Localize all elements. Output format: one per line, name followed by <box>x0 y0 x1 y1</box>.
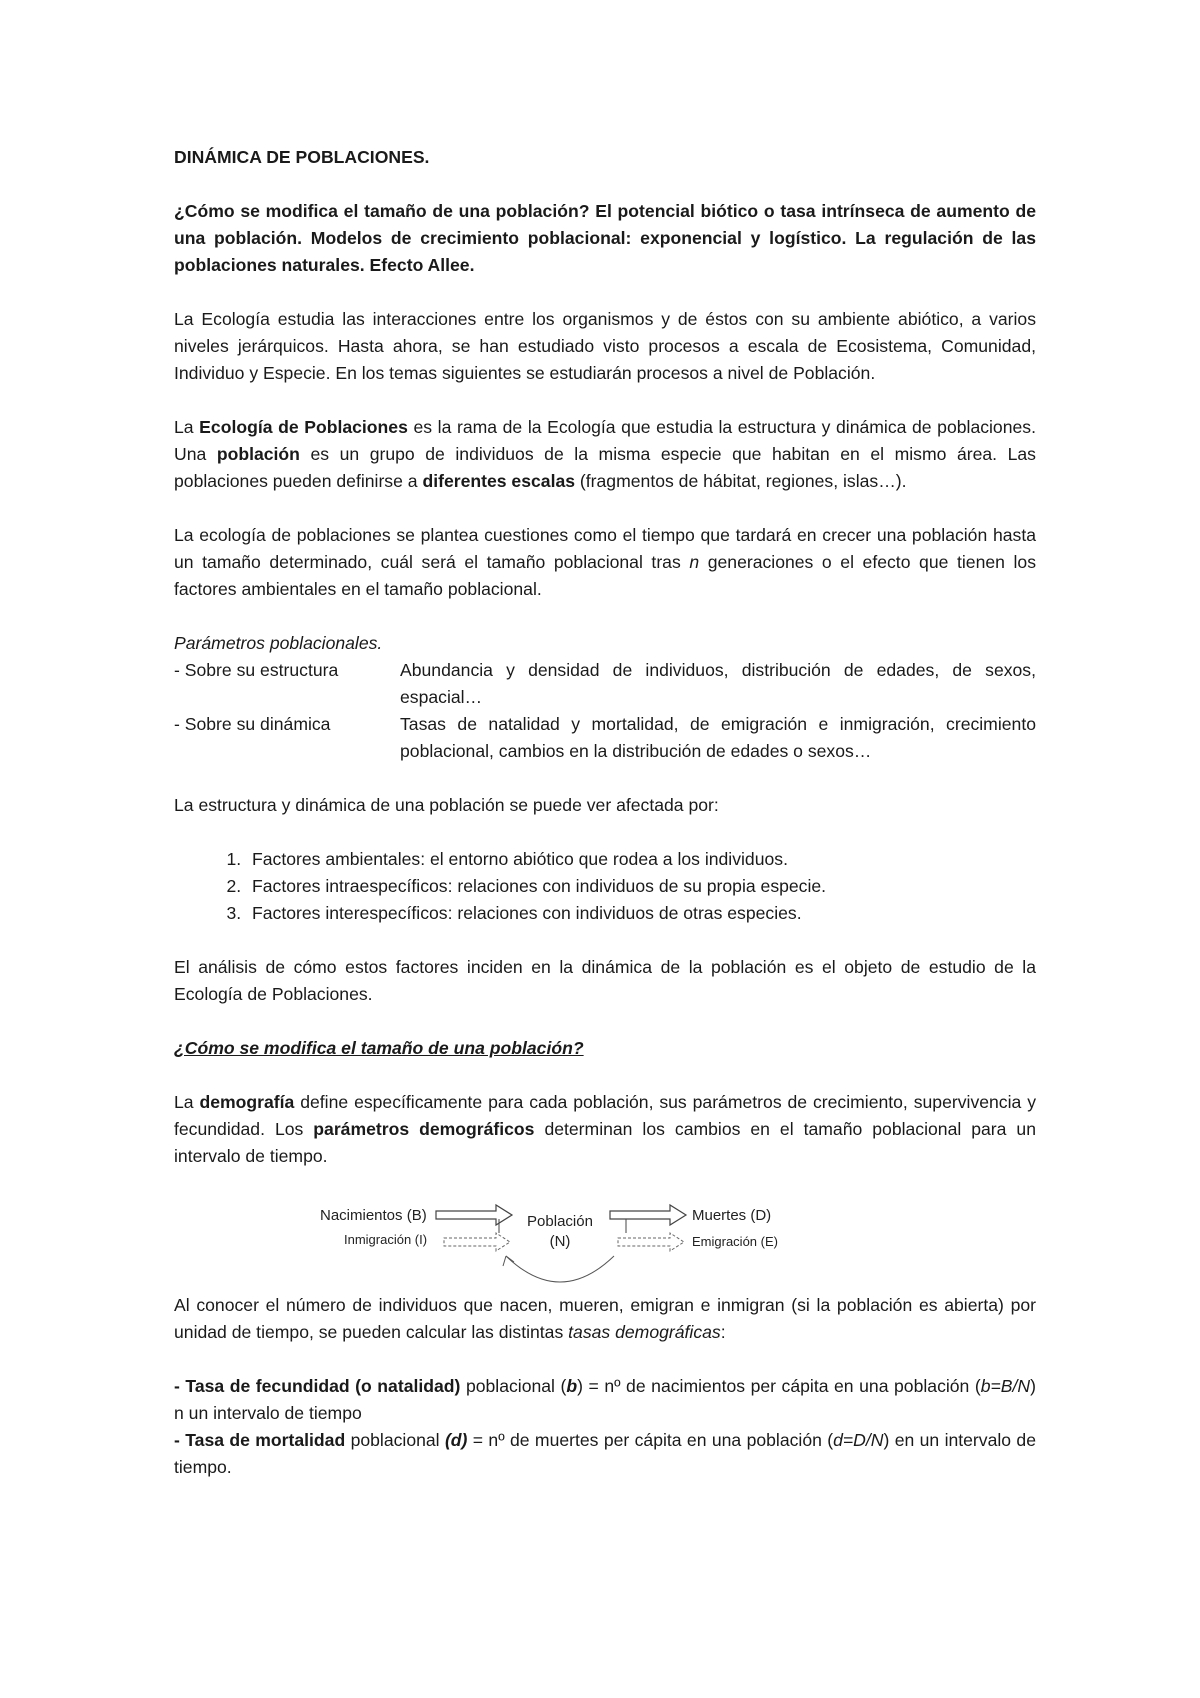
deaths-arrow <box>610 1205 686 1225</box>
parameters-heading: Parámetros poblacionales. <box>174 633 383 653</box>
population-symbol: (N) <box>549 1233 571 1250</box>
emigration-arrow <box>618 1233 684 1251</box>
term-demografia: demografía <box>199 1092 295 1112</box>
emigration-label: Emigración (E) <box>692 1234 778 1249</box>
paragraph-questions: La ecología de poblaciones se plantea cuestiones como el tiempo que tardará en crecer una población hasta un tamaño determinado, cuál será el tamaño poblacional tras n generaciones o el efecto que tienen los factores ambientales en el tamaño poblacional. <box>174 525 1036 599</box>
list-item: 2. Factores intraespecíficos: relaciones con individuos de su propia especie. <box>246 873 1036 900</box>
paragraph-rates-intro: Al conocer el número de individuos que nacen, mueren, emigran e inmigran (si la población es abierta) por unidad de tiempo, se pueden calcular las distintas tasas demográficas: <box>174 1295 1036 1342</box>
term-poblacion: población <box>216 444 300 464</box>
parameter-description: Abundancia y densidad de individuos, distribución de edades, de sexos, espacial… <box>400 660 1036 707</box>
population-flow-diagram <box>174 1180 1036 1288</box>
section-heading: ¿Cómo se modifica el tamaño de una población? <box>174 1038 584 1058</box>
feedback-curve <box>506 1256 614 1282</box>
parameters-block <box>174 630 1036 765</box>
topic-summary: ¿Cómo se modifica el tamaño de una población? El potencial biótico o tasa intrínseca de aumento de una población. Modelos de crecimiento poblacional: exponencial y logístico. La regulación de las poblaciones naturales. Efecto Allee. <box>174 201 1036 275</box>
rate-mortality: - Tasa de mortalidad poblacional (d) = nº de muertes per cápita en una población (d=D/N) en un intervalo de tiempo. <box>174 1430 1036 1477</box>
paragraph-ecology-intro: La Ecología estudia las interacciones entre los organismos y de éstos con su ambiente abiótico, a varios niveles jerárquicos. Hasta ahora, se han estudiado visto procesos a escala de Ecosistema, Comunidad, Individuo y Especie. En los temas siguientes se estudiarán procesos a nivel de Población. <box>174 309 1036 383</box>
deaths-label: Muertes (D) <box>692 1207 772 1224</box>
paragraph-population-ecology: La Ecología de Poblaciones es la rama de la Ecología que estudia la estructura y dinámica de poblaciones. Una población es un grupo de individuos de la misma especie que habitan en el mismo área. Las poblaciones pueden definirse a diferentes escalas (fragmentos de hábitat, regiones, islas…). <box>174 417 1036 491</box>
immigration-arrow <box>444 1233 510 1251</box>
list-item: 1. Factores ambientales: el entorno abiótico que rodea a los individuos. <box>246 846 1036 873</box>
document-title: DINÁMICA DE POBLACIONES. <box>174 147 430 167</box>
births-label: Nacimientos (B) <box>320 1207 427 1224</box>
list-item: 3. Factores interespecíficos: relaciones con individuos de otras especies. <box>246 900 1036 927</box>
parameter-row-dynamics <box>174 711 1036 765</box>
paragraph-analysis: El análisis de cómo estos factores inciden en la dinámica de la población es el objeto de estudio de la Ecología de Poblaciones. <box>174 957 1036 1004</box>
factors-list <box>174 846 1036 927</box>
immigration-label: Inmigración (I) <box>344 1232 428 1247</box>
parameter-label: - Sobre su dinámica <box>174 714 331 734</box>
parameter-row-structure <box>174 657 1036 711</box>
parameter-description: Tasas de natalidad y mortalidad, de emigración e inmigración, crecimiento poblacional, cambios en la distribución de edades o sexos… <box>400 714 1036 761</box>
term-diferentes-escalas: diferentes escalas <box>422 471 576 491</box>
term-parametros-demograficos: parámetros demográficos <box>313 1119 535 1139</box>
paragraph-affected-by: La estructura y dinámica de una población se puede ver afectada por: <box>174 795 719 815</box>
paragraph-demography: La demografía define específicamente para cada población, sus parámetros de crecimiento, supervivencia y fecundidad. Los parámetros demográficos determinan los cambios en el tamaño poblacional para un intervalo de tiempo. <box>174 1092 1036 1166</box>
parameter-label: - Sobre su estructura <box>174 660 339 680</box>
births-arrow <box>436 1205 512 1225</box>
rate-fecundity: - Tasa de fecundidad (o natalidad) poblacional (b) = nº de nacimientos per cápita en una población (b=B/N) n un intervalo de tiempo <box>174 1376 1036 1423</box>
term-ecologia-poblaciones: Ecología de Poblaciones <box>199 417 408 437</box>
document-content <box>174 144 1036 1481</box>
population-label: Población <box>527 1213 593 1230</box>
